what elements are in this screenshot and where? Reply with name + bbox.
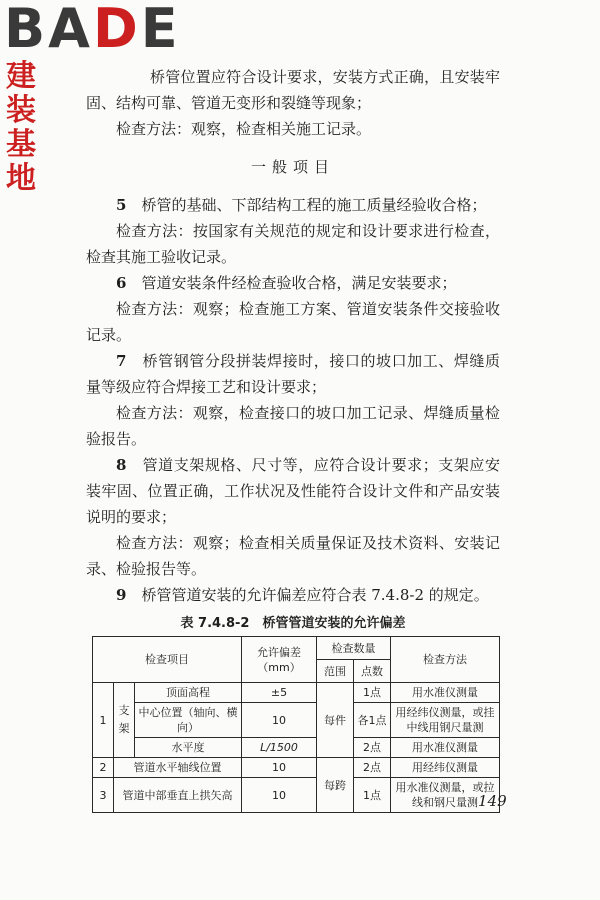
row-deviation: 10 bbox=[242, 703, 317, 738]
header-item: 检查项目 bbox=[93, 637, 242, 683]
table-row bbox=[93, 778, 500, 813]
header-quantity: 检查数量 bbox=[317, 637, 391, 660]
header-scope: 范围 bbox=[317, 660, 354, 683]
support-label: 支架 bbox=[114, 683, 135, 758]
table-caption: 表 7.4.8-2 桥管管道安装的允许偏差 bbox=[180, 616, 406, 631]
item-9 bbox=[86, 582, 500, 608]
header-method: 检查方法 bbox=[391, 637, 500, 683]
item-number: 6 bbox=[116, 274, 127, 292]
row-scope: 每件 bbox=[317, 683, 354, 758]
item-number: 5 bbox=[116, 196, 127, 214]
row-points: 1点 bbox=[354, 778, 391, 813]
row-number: 2 bbox=[93, 758, 114, 778]
row-deviation: L/1500 bbox=[242, 738, 317, 758]
section-title: 一般项目 bbox=[250, 158, 335, 176]
item-5 bbox=[86, 192, 500, 218]
item-number: 9 bbox=[116, 586, 127, 604]
row-deviation: 10 bbox=[242, 778, 317, 813]
row-deviation: ±5 bbox=[242, 683, 317, 703]
row-number: 1 bbox=[93, 683, 114, 758]
item-text: 桥管钢管分段拼装焊接时，接口的坡口加工、焊缝质量等级应符合焊接工艺和设计要求； bbox=[86, 352, 500, 396]
item-7-method: 检查方法：观察，检查接口的坡口加工记录、焊缝质量检验报告。 bbox=[86, 404, 500, 448]
paragraph-item4-text: 桥管位置应符合设计要求，安装方式正确，且安装牢固、结构可靠、管道无变形和裂缝等现象； bbox=[86, 68, 500, 112]
item-text: 桥管的基础、下部结构工程的施工质量经验收合格； bbox=[141, 196, 487, 214]
header-points: 点数 bbox=[354, 660, 391, 683]
row-points: 2点 bbox=[354, 758, 391, 778]
paragraph-item4-method: 检查方法：观察，检查相关施工记录。 bbox=[116, 120, 372, 138]
page-number: 149 bbox=[478, 792, 507, 810]
row-name: 管道中部垂直上拱矢高 bbox=[114, 778, 242, 813]
table-row bbox=[93, 738, 500, 758]
item-8-method: 检查方法：观察；检查相关质量保证及技术资料、安装记录、检验报告等。 bbox=[86, 534, 500, 578]
row-scope: 每跨 bbox=[317, 758, 354, 813]
row-name: 顶面高程 bbox=[135, 683, 242, 703]
row-method: 用水准仪测量 bbox=[391, 738, 500, 758]
table-header-row bbox=[93, 637, 500, 660]
row-number: 3 bbox=[93, 778, 114, 813]
table-row bbox=[93, 703, 500, 738]
logo-brand-text: BADE bbox=[4, 0, 181, 60]
item-8 bbox=[86, 452, 500, 530]
item-number: 8 bbox=[116, 456, 127, 474]
row-name: 水平度 bbox=[135, 738, 242, 758]
table-row bbox=[93, 683, 500, 703]
row-method: 用经纬仪测量 bbox=[391, 758, 500, 778]
header-deviation: 允许偏差 （mm） bbox=[242, 637, 317, 683]
deviation-table bbox=[92, 636, 500, 813]
row-points: 各1点 bbox=[354, 703, 391, 738]
row-name: 中心位置（轴向、横向） bbox=[135, 703, 242, 738]
row-method: 用水准仪测量 bbox=[391, 683, 500, 703]
item-text: 管道安装条件经检查验收合格，满足安装要求； bbox=[141, 274, 457, 292]
item-text: 桥管管道安装的允许偏差应符合表 7.4.8-2 的规定。 bbox=[141, 586, 489, 604]
logo-subtitle: 建装基地 bbox=[6, 59, 46, 196]
row-deviation: 10 bbox=[242, 758, 317, 778]
table-row bbox=[93, 758, 500, 778]
page-content bbox=[86, 64, 500, 813]
item-5-method: 检查方法：按国家有关规范的规定和设计要求进行检查，检查其施工验收记录。 bbox=[86, 222, 500, 266]
item-7 bbox=[86, 348, 500, 400]
row-name: 管道水平轴线位置 bbox=[114, 758, 242, 778]
row-method: 用水准仪测量，或拉线和钢尺量测 bbox=[391, 778, 500, 813]
row-points: 1点 bbox=[354, 683, 391, 703]
item-text: 管道支架规格、尺寸等，应符合设计要求；支架应安装牢固、位置正确，工作状况及性能符合设计文件和产品安装说明的要求； bbox=[86, 456, 500, 526]
row-points: 2点 bbox=[354, 738, 391, 758]
item-6 bbox=[86, 270, 500, 296]
item-6-method: 检查方法：观察；检查施工方案、管道安装条件交接验收记录。 bbox=[86, 300, 500, 344]
item-number: 7 bbox=[116, 352, 127, 370]
row-method: 用经纬仪测量，或挂中线用钢尺量测 bbox=[391, 703, 500, 738]
